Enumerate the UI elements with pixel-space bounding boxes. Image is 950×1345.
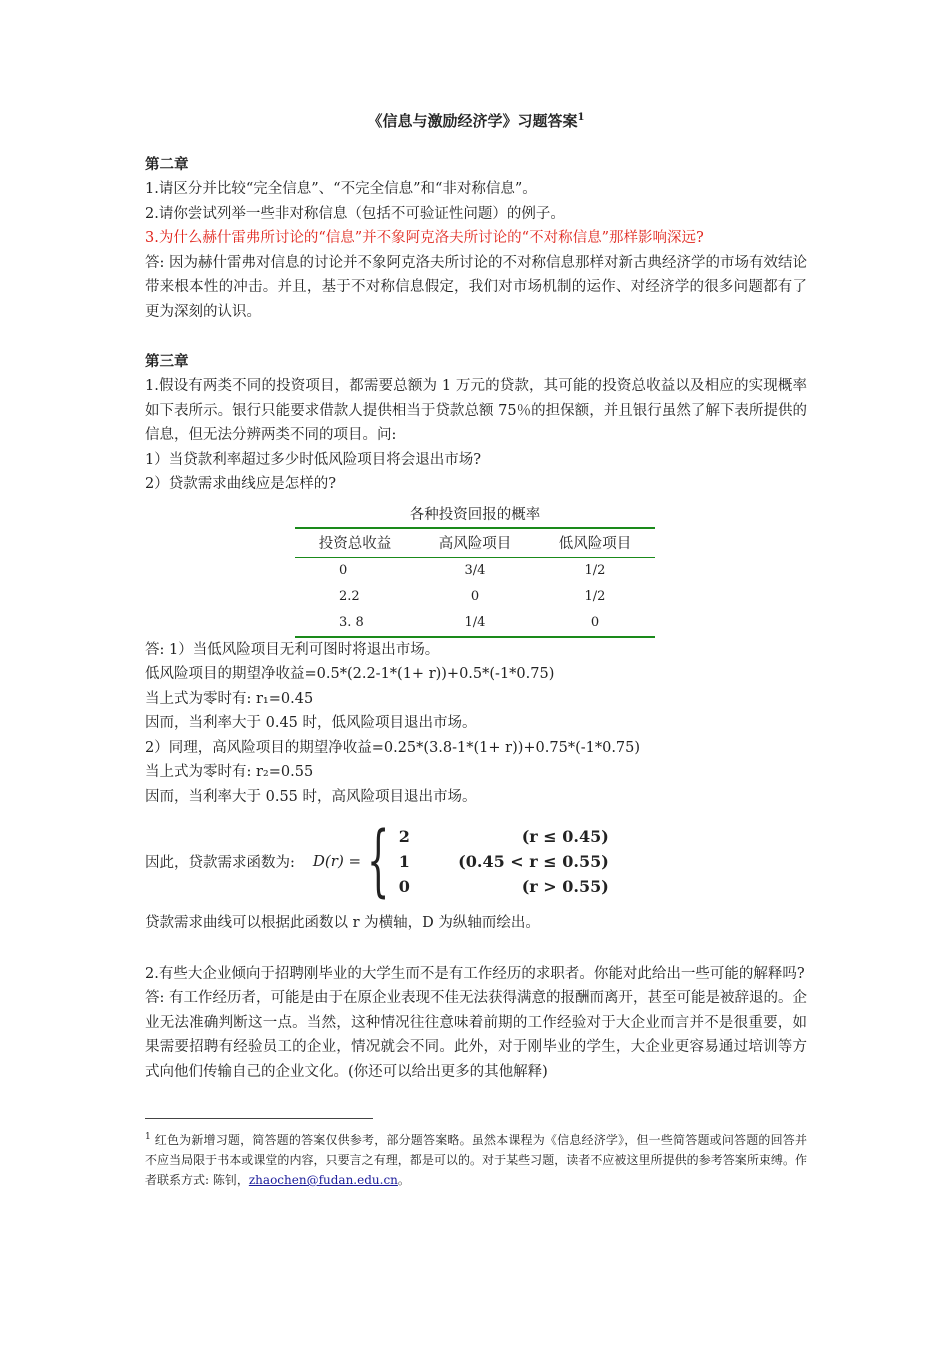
table-header-row <box>295 528 655 558</box>
formula-lead: 因此，贷款需求函数为: <box>145 854 295 871</box>
left-brace-icon: { <box>367 816 390 906</box>
title-footnote-mark: 1 <box>577 112 585 123</box>
ch2-question-2: 2.请你尝试列举一些非对称信息（包括不可验证性问题）的例子。 <box>145 205 565 222</box>
table-cell: 0 <box>470 589 480 604</box>
ch2-answer-3: 答: 因为赫什雷弗对信息的讨论并不象阿克洛夫所讨论的不对称信息那样对新古典经济学的市场有效结论带来根本性的冲击。并且，基于不对称信息假定，我们对市场机制的运作、对经济学的很多问题都有了更为深刻的认识。 <box>145 254 807 320</box>
ch2-question-3: 3.为什么赫什雷弗所讨论的“信息”并不象阿克洛夫所讨论的“不对称信息”那样影响深远? <box>145 230 704 246</box>
table-cell: 0 <box>590 615 600 630</box>
chapter-3-heading: 第三章 <box>145 353 189 370</box>
demand-function-formula <box>145 815 807 907</box>
ch3-question-1-sub-2: 2）贷款需求曲线应是怎样的? <box>145 476 336 492</box>
case-condition: (0.45 < r ≤ 0.55) <box>458 851 609 871</box>
case-condition: (r ≤ 0.45) <box>521 826 609 846</box>
ch3-answer-line: 当上式为零时有: r₁=0.45 <box>145 690 314 707</box>
footnote-divider <box>145 1118 373 1119</box>
table-cell: 3/4 <box>464 563 486 578</box>
case-value: 2 <box>398 826 410 846</box>
table-row <box>295 584 655 610</box>
table-caption: 各种投资回报的概率 <box>409 506 541 523</box>
table-cell: 0 <box>339 563 348 578</box>
ch3-answer-line: 答: 1）当低风险项目无利可图时将退出市场。 <box>145 641 440 658</box>
ch3-answer-2: 答: 有工作经历者，可能是由于在原企业表现不佳无法获得满意的报酬而离开，甚至可能是被辞退的。企业无法准确判断这一点。当然，这种情况往往意味着前期的工作经验对于大企业而言并不是很重要，如果需要招聘有经验员工的企业，情况就会不同。此外，对于刚毕业的学生，大企业更容易通过培训等方式向他们传输自己的企业文化。(你还可以给出更多的其他解释) <box>145 990 807 1080</box>
ch3-question-1: 1.假设有两类不同的投资项目，都需要总额为 1 万元的贷款，其可能的投资总收益以及相应的实现概率如下表所示。银行只能要求借款人提供相当于贷款总额 75％的担保额，并且银行虽然了解下表所提供的信息，但无法分辨两类不同的项目。问: <box>145 378 807 443</box>
footnote-mark: 1 <box>145 1132 151 1142</box>
ch3-answer-line: 低风险项目的期望净收益=0.5*(2.2-1*(1+ r))+0.5*(-1*0.75) <box>145 666 555 682</box>
case-value: 0 <box>398 876 410 896</box>
ch3-question-1-sub-1: 1）当贷款利率超过多少时低风险项目将会退出市场? <box>145 451 481 468</box>
table-header: 低风险项目 <box>558 536 632 552</box>
document-page <box>145 110 807 1190</box>
footnote-text: 红色为新增习题，简答题的答案仅供参考，部分题答案略。虽然本课程为《信息经济学》，但一些简答题或问答题的回答并不应当局限于书本或课堂的内容，只要言之有理，都是可以的。对于某些习题，读者不应被这里所提供的参考答案所束缚。作者联系方式: 陈钊， <box>145 1133 807 1187</box>
table-cell: 1/2 <box>584 563 606 578</box>
ch3-answer-line: 2）同理，高风险项目的期望净收益=0.25*(3.8-1*(1+ r))+0.75*(-1*0.75) <box>145 739 641 756</box>
case-condition: (r > 0.55) <box>521 876 609 896</box>
footnote <box>145 1127 807 1190</box>
formula-lhs: D(r) = <box>312 852 362 870</box>
table-row <box>295 610 655 637</box>
ch3-answer-line: 当上式为零时有: r₂=0.55 <box>145 764 314 780</box>
document-title: 《信息与激励经济学》习题答案$^1$ <box>367 112 585 130</box>
ch2-question-1: 1.请区分并比较“完全信息”、“不完全信息”和“非对称信息”。 <box>145 181 537 197</box>
table-header: 高风险项目 <box>438 536 512 552</box>
probability-table <box>295 503 655 638</box>
case-value: 1 <box>398 851 410 871</box>
table-header: 投资总收益 <box>318 536 392 552</box>
table-cell: 3. 8 <box>339 615 364 630</box>
table-cell: 1/4 <box>464 615 486 630</box>
ch3-answer-line: 因而，当利率大于 0.55 时，高风险项目退出市场。 <box>145 788 477 805</box>
footnote-tail: 。 <box>397 1173 410 1187</box>
table-row <box>295 557 655 584</box>
table-cell: 1/2 <box>584 589 606 604</box>
ch3-answer-end: 贷款需求曲线可以根据此函数以 r 为横轴，D 为纵轴而绘出。 <box>145 915 540 931</box>
ch3-question-2: 2.有些大企业倾向于招聘刚毕业的大学生而不是有工作经历的求职者。你能对此给出一些可能的解释吗? <box>145 965 805 982</box>
formula-cases <box>399 827 609 896</box>
table-cell: 2.2 <box>339 589 360 604</box>
chapter-2-heading: 第二章 <box>145 156 189 173</box>
ch3-answer-line: 因而，当利率大于 0.45 时，低风险项目退出市场。 <box>145 715 477 731</box>
author-email-link[interactable]: zhaochen@fudan.edu.cn <box>248 1173 398 1187</box>
